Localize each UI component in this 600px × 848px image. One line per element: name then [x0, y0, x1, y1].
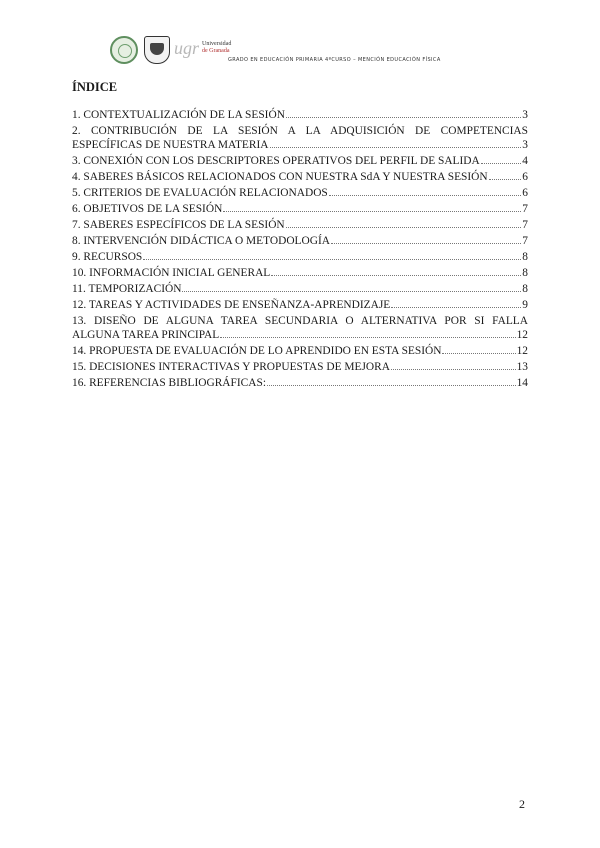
toc-dot-leader: [391, 369, 516, 370]
toc-entry-page: 7: [522, 235, 528, 247]
toc-entry-page: 3: [522, 109, 528, 121]
toc-dot-leader: [442, 353, 515, 354]
toc-entry[interactable]: [72, 266, 528, 280]
toc-entry-title-line1: 2. CONTRIBUCIÓN DE LA SESIÓN A LA ADQUISICIÓN DE COMPETENCIAS: [72, 125, 528, 137]
toc-entry-title: 12. TAREAS Y ACTIVIDADES DE ENSEÑANZA-APRENDIZAJE: [72, 299, 391, 311]
toc-dot-leader: [223, 211, 521, 212]
toc-entry[interactable]: [72, 108, 528, 122]
toc-entry-title: 10. INFORMACIÓN INICIAL GENERAL: [72, 267, 271, 279]
toc-entry-page: 12: [516, 345, 528, 357]
toc-entry-title: 8. INTERVENCIÓN DIDÁCTICA O METODOLOGÍA: [72, 235, 330, 247]
toc-entry[interactable]: [72, 202, 528, 216]
toc-entry[interactable]: [72, 250, 528, 264]
toc-dot-leader: [143, 259, 521, 260]
toc-dot-leader: [489, 179, 522, 180]
toc-entry-page: 3: [522, 139, 528, 151]
toc-dot-leader: [286, 227, 522, 228]
toc-entry[interactable]: [72, 124, 528, 152]
toc-dot-leader: [331, 243, 521, 244]
toc-entry-page: 7: [522, 203, 528, 215]
toc-entry[interactable]: [72, 344, 528, 358]
header-title: GRADO EN EDUCACIÓN PRIMARIA 4ºCURSO – MENCIÓN EDUCACIÓN FÍSICA: [228, 57, 441, 63]
page-header: [110, 36, 528, 68]
toc-entry-title: 9. RECURSOS: [72, 251, 143, 263]
toc-entry-page: 9: [522, 299, 528, 311]
table-of-contents: [72, 108, 528, 392]
toc-entry-title: 5. CRITERIOS DE EVALUACIÓN RELACIONADOS: [72, 187, 328, 199]
toc-entry[interactable]: [72, 186, 528, 200]
toc-entry-page: 13: [516, 361, 528, 373]
toc-entry[interactable]: [72, 234, 528, 248]
toc-entry-title: ALGUNA TAREA PRINCIPAL: [72, 329, 220, 341]
toc-entry-title: ESPECÍFICAS DE NUESTRA MATERIA: [72, 139, 269, 151]
toc-heading: ÍNDICE: [72, 80, 118, 94]
toc-entry-title: 4. SABERES BÁSICOS RELACIONADOS CON NUESTRA SdA Y NUESTRA SESIÓN: [72, 171, 488, 183]
page-number: 2: [519, 797, 525, 811]
toc-entry-title: 15. DECISIONES INTERACTIVAS Y PROPUESTAS DE MEJORA: [72, 361, 390, 373]
toc-entry[interactable]: [72, 154, 528, 168]
toc-entry-title: 7. SABERES ESPECÍFICOS DE LA SESIÓN: [72, 219, 285, 231]
toc-entry-title: 14. PROPUESTA DE EVALUACIÓN DE LO APRENDIDO EN ESTA SESIÓN: [72, 345, 442, 357]
toc-dot-leader: [329, 195, 522, 196]
toc-entry[interactable]: [72, 376, 528, 390]
toc-entry-title: 3. CONEXIÓN CON LOS DESCRIPTORES OPERATIVOS DEL PERFIL DE SALIDA: [72, 155, 480, 167]
toc-entry-page: 8: [522, 283, 528, 295]
toc-entry-title: 16. REFERENCIAS BIBLIOGRÁFICAS:: [72, 377, 266, 389]
toc-entry[interactable]: [72, 170, 528, 184]
toc-entry-title: 6. OBJETIVOS DE LA SESIÓN: [72, 203, 223, 215]
toc-entry[interactable]: [72, 218, 528, 232]
toc-dot-leader: [271, 275, 521, 276]
toc-dot-leader: [391, 307, 521, 308]
toc-dot-leader: [220, 337, 515, 338]
toc-entry-title: 11. TEMPORIZACIÓN: [72, 283, 182, 295]
toc-entry-page: 6: [522, 187, 528, 199]
toc-dot-leader: [182, 291, 521, 292]
toc-entry[interactable]: [72, 282, 528, 296]
toc-entry-page: 8: [522, 251, 528, 263]
toc-dot-leader: [270, 147, 522, 148]
toc-entry-title-line1: 13. DISEÑO DE ALGUNA TAREA SECUNDARIA O ALTERNATIVA POR SI FALLA: [72, 315, 528, 327]
toc-entry-title: 1. CONTEXTUALIZACIÓN DE LA SESIÓN: [72, 109, 285, 121]
toc-dot-leader: [481, 163, 522, 164]
faculty-logo-icon: [110, 36, 138, 64]
toc-dot-leader: [286, 117, 521, 118]
toc-entry-page: 14: [516, 377, 528, 389]
toc-entry-page: 8: [522, 267, 528, 279]
toc-entry[interactable]: [72, 314, 528, 342]
university-crest-icon: [144, 36, 170, 64]
toc-entry-page: 12: [516, 329, 528, 341]
toc-entry-page: 7: [522, 219, 528, 231]
university-name-line2: de Granada: [202, 48, 230, 54]
toc-entry-page: 6: [522, 171, 528, 183]
toc-entry[interactable]: [72, 298, 528, 312]
toc-entry[interactable]: [72, 360, 528, 374]
university-name-line1: Universidad: [202, 41, 232, 47]
toc-entry-page: 4: [522, 155, 528, 167]
university-name: [202, 41, 231, 55]
toc-dot-leader: [267, 385, 516, 386]
ugr-logo-text: ugr: [174, 38, 200, 58]
